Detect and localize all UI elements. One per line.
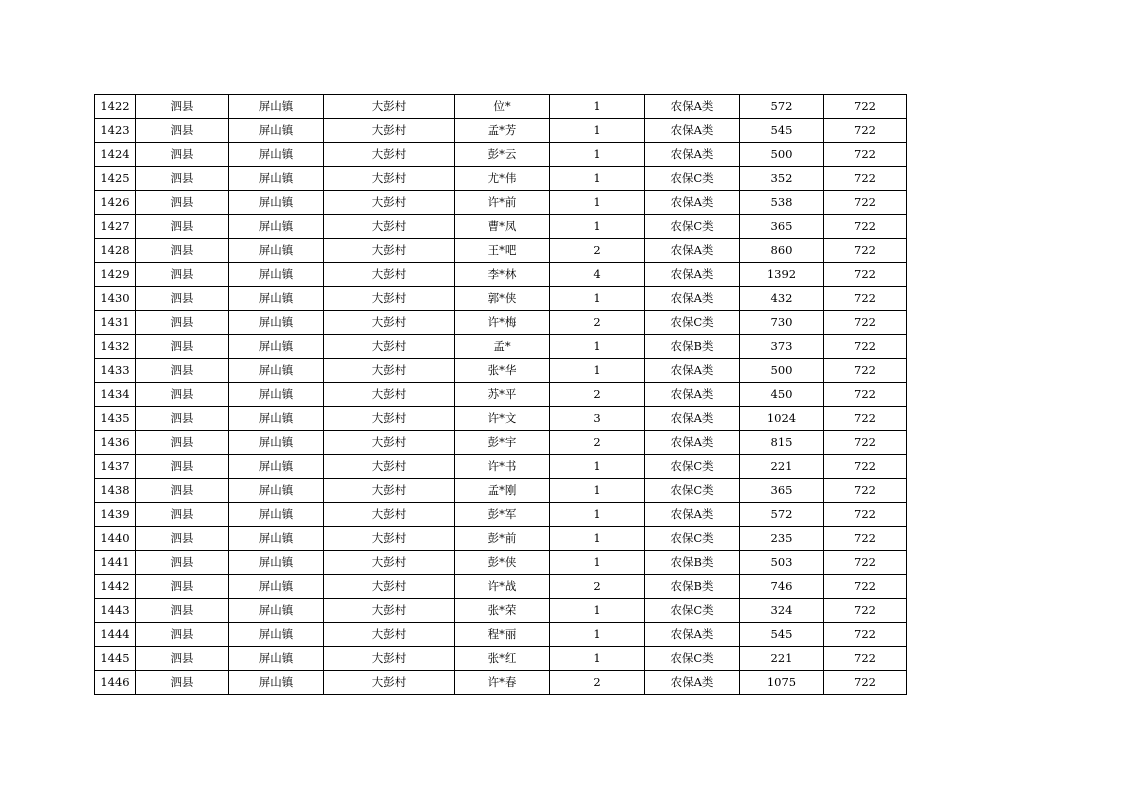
table-row	[95, 503, 907, 527]
standard-cell: 722	[824, 383, 907, 407]
county-cell: 泗县	[136, 215, 229, 239]
name-cell: 尤*伟	[455, 167, 550, 191]
village-cell: 大彭村	[324, 191, 455, 215]
amount-cell: 365	[740, 215, 824, 239]
standard-cell: 722	[824, 407, 907, 431]
table-row	[95, 383, 907, 407]
village-cell: 大彭村	[324, 167, 455, 191]
standard-cell: 722	[824, 575, 907, 599]
village-cell: 大彭村	[324, 527, 455, 551]
category-cell: 农保A类	[645, 143, 740, 167]
standard-cell: 722	[824, 95, 907, 119]
amount-cell: 432	[740, 287, 824, 311]
category-cell: 农保C类	[645, 479, 740, 503]
category-cell: 农保C类	[645, 647, 740, 671]
standard-cell: 722	[824, 335, 907, 359]
household-count-cell: 1	[550, 143, 645, 167]
row-number-cell: 1439	[95, 503, 136, 527]
household-count-cell: 4	[550, 263, 645, 287]
village-cell: 大彭村	[324, 455, 455, 479]
county-cell: 泗县	[136, 407, 229, 431]
table-row	[95, 191, 907, 215]
row-number-cell: 1429	[95, 263, 136, 287]
category-cell: 农保A类	[645, 191, 740, 215]
standard-cell: 722	[824, 239, 907, 263]
table-row	[95, 215, 907, 239]
town-cell: 屏山镇	[229, 119, 324, 143]
standard-cell: 722	[824, 191, 907, 215]
household-count-cell: 2	[550, 671, 645, 695]
name-cell: 许*前	[455, 191, 550, 215]
household-count-cell: 1	[550, 551, 645, 575]
category-cell: 农保A类	[645, 431, 740, 455]
table-row	[95, 167, 907, 191]
name-cell: 许*春	[455, 671, 550, 695]
village-cell: 大彭村	[324, 623, 455, 647]
name-cell: 孟*刚	[455, 479, 550, 503]
household-count-cell: 1	[550, 95, 645, 119]
amount-cell: 730	[740, 311, 824, 335]
table-row	[95, 287, 907, 311]
category-cell: 农保A类	[645, 263, 740, 287]
standard-cell: 722	[824, 311, 907, 335]
category-cell: 农保A类	[645, 95, 740, 119]
row-number-cell: 1424	[95, 143, 136, 167]
name-cell: 李*林	[455, 263, 550, 287]
county-cell: 泗县	[136, 287, 229, 311]
amount-cell: 503	[740, 551, 824, 575]
name-cell: 许*书	[455, 455, 550, 479]
data-table	[94, 94, 907, 695]
row-number-cell: 1423	[95, 119, 136, 143]
category-cell: 农保A类	[645, 287, 740, 311]
county-cell: 泗县	[136, 431, 229, 455]
county-cell: 泗县	[136, 335, 229, 359]
row-number-cell: 1433	[95, 359, 136, 383]
amount-cell: 815	[740, 431, 824, 455]
town-cell: 屏山镇	[229, 647, 324, 671]
standard-cell: 722	[824, 623, 907, 647]
name-cell: 许*文	[455, 407, 550, 431]
row-number-cell: 1446	[95, 671, 136, 695]
town-cell: 屏山镇	[229, 479, 324, 503]
table-row	[95, 263, 907, 287]
name-cell: 许*梅	[455, 311, 550, 335]
standard-cell: 722	[824, 479, 907, 503]
row-number-cell: 1427	[95, 215, 136, 239]
name-cell: 彭*云	[455, 143, 550, 167]
name-cell: 许*战	[455, 575, 550, 599]
category-cell: 农保A类	[645, 407, 740, 431]
village-cell: 大彭村	[324, 311, 455, 335]
category-cell: 农保C类	[645, 455, 740, 479]
household-count-cell: 1	[550, 647, 645, 671]
household-count-cell: 2	[550, 431, 645, 455]
county-cell: 泗县	[136, 311, 229, 335]
amount-cell: 450	[740, 383, 824, 407]
household-count-cell: 1	[550, 623, 645, 647]
town-cell: 屏山镇	[229, 383, 324, 407]
table-row	[95, 119, 907, 143]
row-number-cell: 1430	[95, 287, 136, 311]
amount-cell: 352	[740, 167, 824, 191]
county-cell: 泗县	[136, 455, 229, 479]
table-row	[95, 335, 907, 359]
town-cell: 屏山镇	[229, 143, 324, 167]
standard-cell: 722	[824, 359, 907, 383]
table-row	[95, 95, 907, 119]
table-row	[95, 455, 907, 479]
table-row	[95, 431, 907, 455]
village-cell: 大彭村	[324, 119, 455, 143]
standard-cell: 722	[824, 143, 907, 167]
household-count-cell: 1	[550, 287, 645, 311]
village-cell: 大彭村	[324, 383, 455, 407]
table-row	[95, 527, 907, 551]
table-row	[95, 647, 907, 671]
county-cell: 泗县	[136, 383, 229, 407]
row-number-cell: 1432	[95, 335, 136, 359]
row-number-cell: 1441	[95, 551, 136, 575]
name-cell: 孟*芳	[455, 119, 550, 143]
row-number-cell: 1437	[95, 455, 136, 479]
town-cell: 屏山镇	[229, 407, 324, 431]
category-cell: 农保C类	[645, 311, 740, 335]
town-cell: 屏山镇	[229, 551, 324, 575]
row-number-cell: 1435	[95, 407, 136, 431]
county-cell: 泗县	[136, 119, 229, 143]
row-number-cell: 1443	[95, 599, 136, 623]
household-count-cell: 2	[550, 575, 645, 599]
town-cell: 屏山镇	[229, 431, 324, 455]
county-cell: 泗县	[136, 479, 229, 503]
town-cell: 屏山镇	[229, 311, 324, 335]
row-number-cell: 1431	[95, 311, 136, 335]
standard-cell: 722	[824, 551, 907, 575]
household-count-cell: 1	[550, 335, 645, 359]
table-row	[95, 599, 907, 623]
town-cell: 屏山镇	[229, 191, 324, 215]
name-cell: 苏*平	[455, 383, 550, 407]
category-cell: 农保A类	[645, 503, 740, 527]
name-cell: 彭*前	[455, 527, 550, 551]
amount-cell: 746	[740, 575, 824, 599]
table-row	[95, 575, 907, 599]
town-cell: 屏山镇	[229, 335, 324, 359]
name-cell: 彭*侠	[455, 551, 550, 575]
county-cell: 泗县	[136, 191, 229, 215]
household-count-cell: 1	[550, 455, 645, 479]
name-cell: 曹*凤	[455, 215, 550, 239]
standard-cell: 722	[824, 431, 907, 455]
row-number-cell: 1434	[95, 383, 136, 407]
county-cell: 泗县	[136, 647, 229, 671]
household-count-cell: 1	[550, 503, 645, 527]
category-cell: 农保C类	[645, 167, 740, 191]
village-cell: 大彭村	[324, 95, 455, 119]
standard-cell: 722	[824, 455, 907, 479]
household-count-cell: 1	[550, 359, 645, 383]
category-cell: 农保A类	[645, 623, 740, 647]
standard-cell: 722	[824, 263, 907, 287]
household-count-cell: 2	[550, 311, 645, 335]
town-cell: 屏山镇	[229, 503, 324, 527]
category-cell: 农保C类	[645, 599, 740, 623]
town-cell: 屏山镇	[229, 239, 324, 263]
category-cell: 农保A类	[645, 359, 740, 383]
standard-cell: 722	[824, 119, 907, 143]
amount-cell: 545	[740, 119, 824, 143]
household-count-cell: 1	[550, 119, 645, 143]
table-row	[95, 407, 907, 431]
category-cell: 农保A类	[645, 239, 740, 263]
category-cell: 农保C类	[645, 527, 740, 551]
village-cell: 大彭村	[324, 407, 455, 431]
row-number-cell: 1444	[95, 623, 136, 647]
county-cell: 泗县	[136, 359, 229, 383]
household-count-cell: 1	[550, 215, 645, 239]
standard-cell: 722	[824, 287, 907, 311]
household-count-cell: 1	[550, 479, 645, 503]
category-cell: 农保A类	[645, 383, 740, 407]
table-row	[95, 143, 907, 167]
household-count-cell: 3	[550, 407, 645, 431]
town-cell: 屏山镇	[229, 95, 324, 119]
name-cell: 张*华	[455, 359, 550, 383]
county-cell: 泗县	[136, 503, 229, 527]
county-cell: 泗县	[136, 527, 229, 551]
village-cell: 大彭村	[324, 239, 455, 263]
town-cell: 屏山镇	[229, 287, 324, 311]
amount-cell: 545	[740, 623, 824, 647]
standard-cell: 722	[824, 671, 907, 695]
name-cell: 张*荣	[455, 599, 550, 623]
name-cell: 彭*军	[455, 503, 550, 527]
name-cell: 孟*	[455, 335, 550, 359]
town-cell: 屏山镇	[229, 575, 324, 599]
amount-cell: 221	[740, 455, 824, 479]
standard-cell: 722	[824, 599, 907, 623]
village-cell: 大彭村	[324, 359, 455, 383]
name-cell: 王*吧	[455, 239, 550, 263]
village-cell: 大彭村	[324, 215, 455, 239]
standard-cell: 722	[824, 527, 907, 551]
town-cell: 屏山镇	[229, 263, 324, 287]
town-cell: 屏山镇	[229, 623, 324, 647]
table-row	[95, 623, 907, 647]
village-cell: 大彭村	[324, 551, 455, 575]
county-cell: 泗县	[136, 599, 229, 623]
town-cell: 屏山镇	[229, 599, 324, 623]
amount-cell: 324	[740, 599, 824, 623]
amount-cell: 572	[740, 503, 824, 527]
amount-cell: 221	[740, 647, 824, 671]
row-number-cell: 1425	[95, 167, 136, 191]
village-cell: 大彭村	[324, 575, 455, 599]
amount-cell: 538	[740, 191, 824, 215]
village-cell: 大彭村	[324, 647, 455, 671]
county-cell: 泗县	[136, 551, 229, 575]
category-cell: 农保B类	[645, 551, 740, 575]
household-count-cell: 2	[550, 239, 645, 263]
row-number-cell: 1436	[95, 431, 136, 455]
amount-cell: 235	[740, 527, 824, 551]
village-cell: 大彭村	[324, 335, 455, 359]
standard-cell: 722	[824, 647, 907, 671]
town-cell: 屏山镇	[229, 359, 324, 383]
category-cell: 农保B类	[645, 335, 740, 359]
amount-cell: 1392	[740, 263, 824, 287]
town-cell: 屏山镇	[229, 671, 324, 695]
village-cell: 大彭村	[324, 599, 455, 623]
table-row	[95, 671, 907, 695]
amount-cell: 365	[740, 479, 824, 503]
village-cell: 大彭村	[324, 287, 455, 311]
category-cell: 农保B类	[645, 575, 740, 599]
category-cell: 农保C类	[645, 215, 740, 239]
amount-cell: 500	[740, 143, 824, 167]
county-cell: 泗县	[136, 575, 229, 599]
table-body	[95, 95, 907, 695]
county-cell: 泗县	[136, 623, 229, 647]
standard-cell: 722	[824, 167, 907, 191]
household-count-cell: 1	[550, 527, 645, 551]
row-number-cell: 1442	[95, 575, 136, 599]
county-cell: 泗县	[136, 143, 229, 167]
village-cell: 大彭村	[324, 263, 455, 287]
category-cell: 农保A类	[645, 671, 740, 695]
name-cell: 程*丽	[455, 623, 550, 647]
amount-cell: 1075	[740, 671, 824, 695]
name-cell: 郭*侠	[455, 287, 550, 311]
table-row	[95, 359, 907, 383]
household-count-cell: 1	[550, 167, 645, 191]
table-row	[95, 551, 907, 575]
amount-cell: 500	[740, 359, 824, 383]
household-count-cell: 1	[550, 599, 645, 623]
amount-cell: 572	[740, 95, 824, 119]
row-number-cell: 1445	[95, 647, 136, 671]
category-cell: 农保A类	[645, 119, 740, 143]
town-cell: 屏山镇	[229, 527, 324, 551]
village-cell: 大彭村	[324, 671, 455, 695]
county-cell: 泗县	[136, 239, 229, 263]
name-cell: 彭*宇	[455, 431, 550, 455]
town-cell: 屏山镇	[229, 215, 324, 239]
household-count-cell: 2	[550, 383, 645, 407]
amount-cell: 373	[740, 335, 824, 359]
village-cell: 大彭村	[324, 431, 455, 455]
village-cell: 大彭村	[324, 143, 455, 167]
county-cell: 泗县	[136, 263, 229, 287]
table-row	[95, 479, 907, 503]
county-cell: 泗县	[136, 671, 229, 695]
standard-cell: 722	[824, 503, 907, 527]
town-cell: 屏山镇	[229, 167, 324, 191]
amount-cell: 1024	[740, 407, 824, 431]
standard-cell: 722	[824, 215, 907, 239]
row-number-cell: 1440	[95, 527, 136, 551]
town-cell: 屏山镇	[229, 455, 324, 479]
row-number-cell: 1428	[95, 239, 136, 263]
name-cell: 位*	[455, 95, 550, 119]
county-cell: 泗县	[136, 95, 229, 119]
table-row	[95, 239, 907, 263]
household-count-cell: 1	[550, 191, 645, 215]
name-cell: 张*红	[455, 647, 550, 671]
village-cell: 大彭村	[324, 479, 455, 503]
row-number-cell: 1422	[95, 95, 136, 119]
county-cell: 泗县	[136, 167, 229, 191]
row-number-cell: 1426	[95, 191, 136, 215]
amount-cell: 860	[740, 239, 824, 263]
row-number-cell: 1438	[95, 479, 136, 503]
table-row	[95, 311, 907, 335]
village-cell: 大彭村	[324, 503, 455, 527]
